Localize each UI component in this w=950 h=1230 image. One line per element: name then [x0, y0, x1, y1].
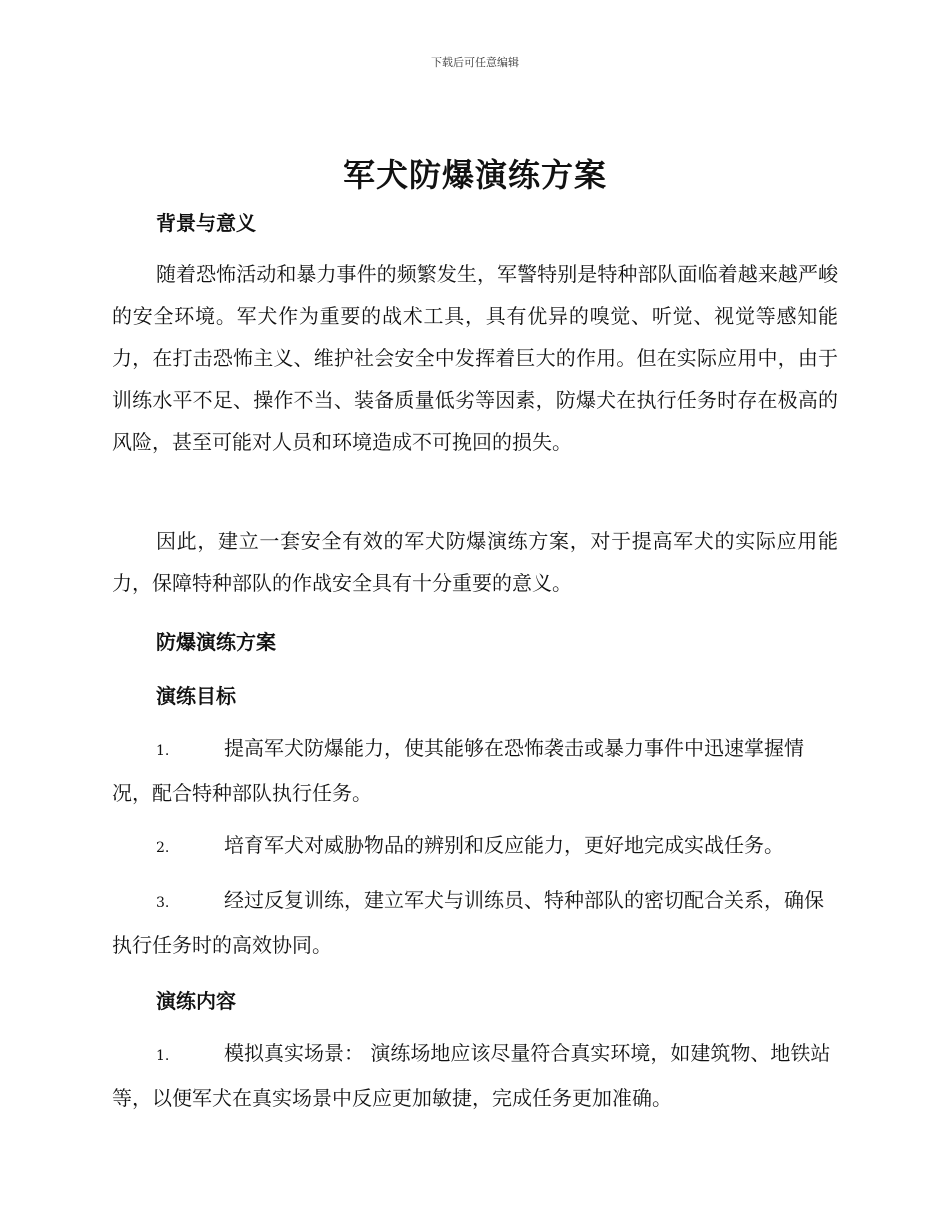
list-item-text: 模拟真实场景： 演练场地应该尽量符合真实环境，如建筑物、地铁站等，以便军犬在真实场景中反应更加敏捷，完成任务更加准确。 [112, 1041, 831, 1110]
list-item-goal-1 [112, 727, 838, 814]
page-header-note: 下载后可任意编辑 [431, 56, 519, 69]
list-item-text: 经过反复训练，建立军犬与训练员、特种部队的密切配合关系，确保执行任务时的高效协同。 [112, 888, 824, 957]
section-heading-plan: 防爆演练方案 [156, 630, 276, 654]
list-number: 1. [156, 1048, 170, 1064]
list-number: 2. [156, 840, 170, 856]
section-heading-background: 背景与意义 [156, 211, 256, 235]
list-number: 3. [156, 895, 170, 911]
list-item-text: 提高军犬防爆能力，使其能够在恐怖袭击或暴力事件中迅速掌握情况，配合特种部队执行任务。 [112, 736, 804, 805]
document-title: 军犬防爆演练方案 [342, 156, 607, 194]
list-item-content-1 [112, 1032, 838, 1119]
section-heading-content: 演练内容 [156, 989, 236, 1013]
section-heading-goals: 演练目标 [156, 684, 236, 708]
paragraph-background-1: 随着恐怖活动和暴力事件的频繁发生，军警特别是特种部队面临着越来越严峻的安全环境。军犬作为重要的战术工具，具有优异的嗅觉、听觉、视觉等感知能力，在打击恐怖主义、维护社会安全中发挥着巨大的作用。但在实际应用中，由于训练水平不足、操作不当、装备质量低劣等因素，防爆犬在执行任务时存在极高的风险，甚至可能对人员和环境造成不可挽回的损失。 [112, 262, 838, 454]
list-number: 1. [156, 743, 170, 759]
paragraph-background-2: 因此，建立一套安全有效的军犬防爆演练方案，对于提高军犬的实际应用能力，保障特种部队的作战安全具有十分重要的意义。 [112, 529, 838, 595]
list-item-text: 培育军犬对威胁物品的辨别和反应能力，更好地完成实战任务。 [224, 833, 784, 857]
list-item-goal-3 [112, 879, 838, 966]
list-item-goal-2 [112, 824, 838, 869]
